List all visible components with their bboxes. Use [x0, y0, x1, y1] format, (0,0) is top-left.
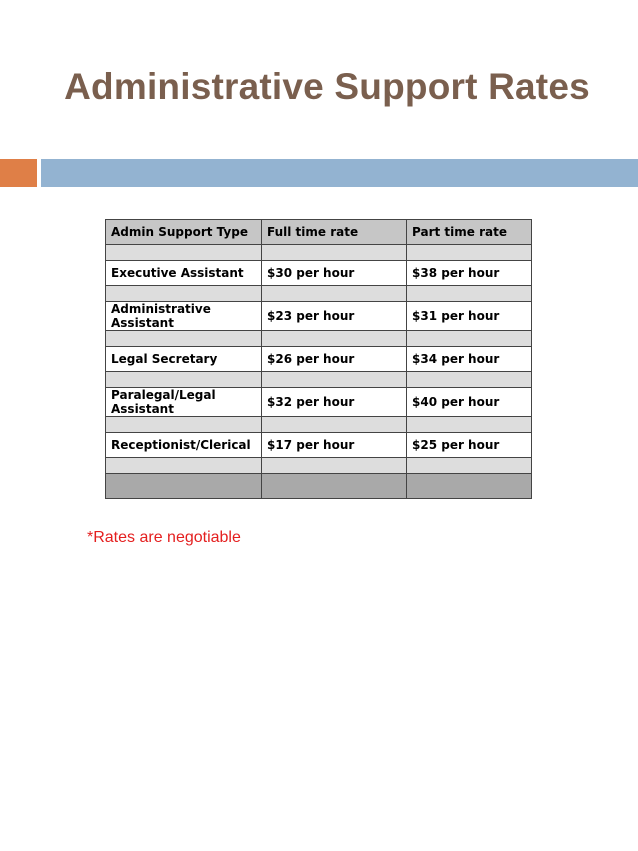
cell-full-time: $30 per hour: [262, 261, 407, 286]
table-spacer-row: [106, 331, 532, 347]
table-spacer-row: [106, 286, 532, 302]
cell-part-time: $34 per hour: [407, 347, 532, 372]
accent-bar-blue: [41, 159, 638, 187]
cell-part-time: $31 per hour: [407, 302, 532, 331]
cell-type: Executive Assistant: [106, 261, 262, 286]
cell-full-time: $26 per hour: [262, 347, 407, 372]
table-spacer-row: [106, 417, 532, 433]
table-footer-row: [106, 474, 532, 499]
header-part-time-rate: Part time rate: [407, 220, 532, 245]
page-title: Administrative Support Rates: [64, 66, 590, 107]
negotiable-note: *Rates are negotiable: [87, 529, 241, 546]
cell-full-time: $32 per hour: [262, 388, 407, 417]
table-row: [106, 347, 532, 372]
accent-bar-orange: [0, 159, 37, 187]
rates-table: [105, 219, 532, 499]
cell-full-time: $17 per hour: [262, 433, 407, 458]
table-header-row: [106, 220, 532, 245]
header-full-time-rate: Full time rate: [262, 220, 407, 245]
cell-part-time: $40 per hour: [407, 388, 532, 417]
cell-type: Receptionist/Clerical: [106, 433, 262, 458]
table-spacer-row: [106, 458, 532, 474]
cell-type: Paralegal/Legal Assistant: [106, 388, 262, 417]
table-spacer-row: [106, 372, 532, 388]
table-row: [106, 261, 532, 286]
cell-part-time: $25 per hour: [407, 433, 532, 458]
cell-part-time: $38 per hour: [407, 261, 532, 286]
cell-full-time: $23 per hour: [262, 302, 407, 331]
table-spacer-row: [106, 245, 532, 261]
cell-type: Legal Secretary: [106, 347, 262, 372]
table-row: [106, 302, 532, 331]
table-row: [106, 388, 532, 417]
table-row: [106, 433, 532, 458]
header-admin-support-type: Admin Support Type: [106, 220, 262, 245]
cell-type: Administrative Assistant: [106, 302, 262, 331]
